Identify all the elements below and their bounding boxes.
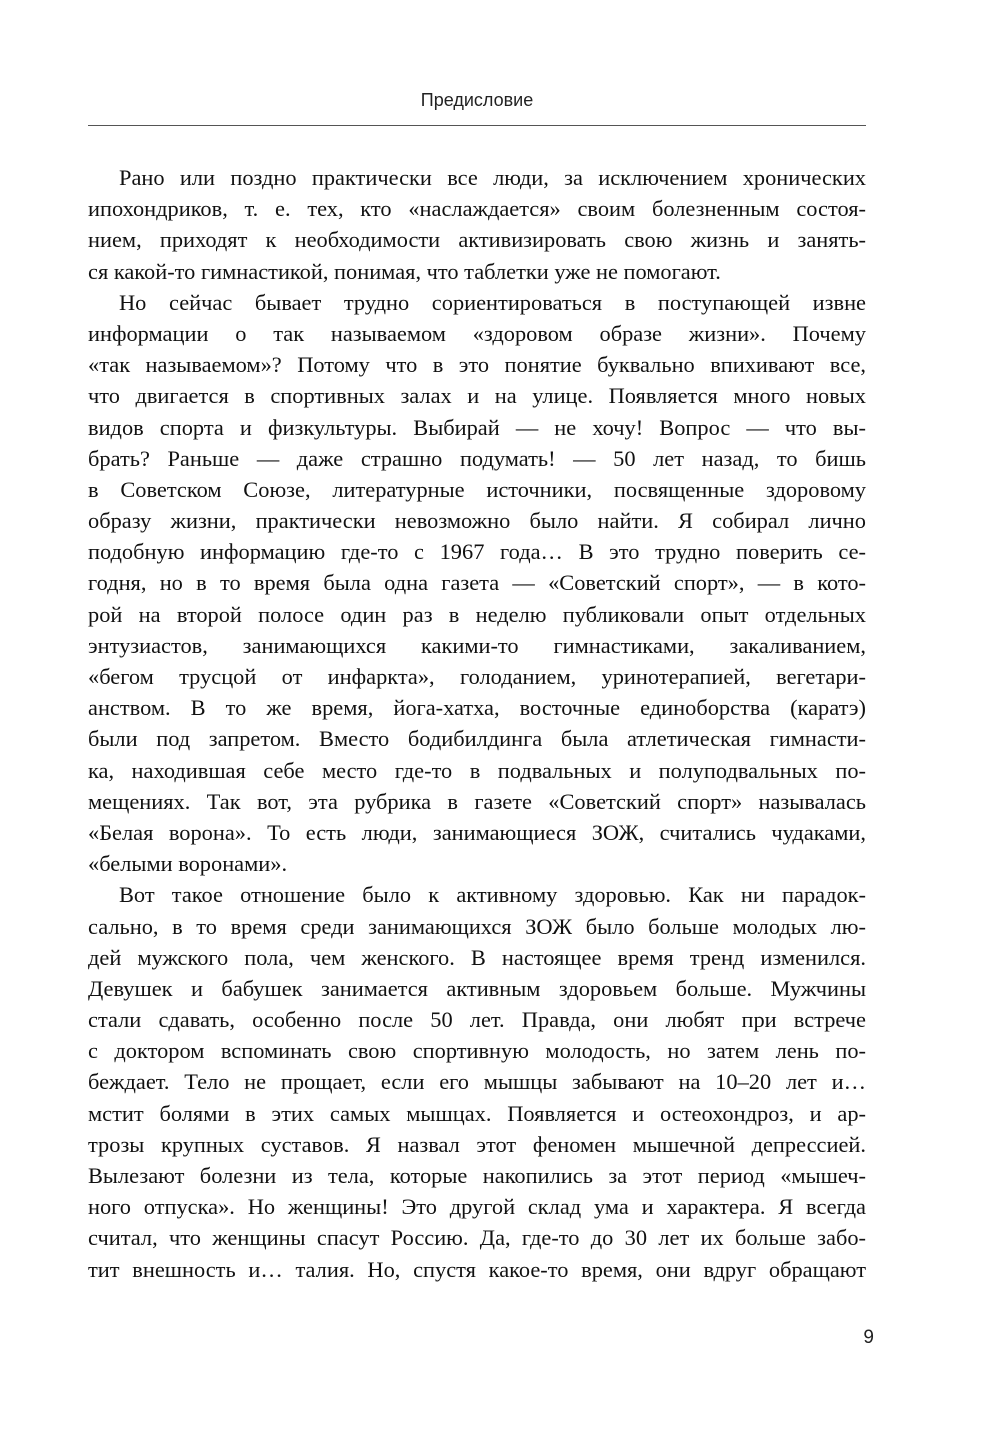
text-line: Рано или поздно практически все люди, за исключением хронических: [119, 165, 866, 190]
text-line: Вылезают болезни из тела, которые накопились за этот период «мышеч-: [88, 1163, 866, 1188]
text-line: образу жизни, практически невозможно было найти. Я собирал лично: [88, 508, 866, 534]
text-line: ного отпуска». Но женщины! Это другой склад ума и характера. Я всегда: [88, 1194, 866, 1220]
text-line: «белыми воронами».: [88, 851, 288, 877]
text-line: «Белая ворона». То есть люди, занимающиеся ЗОЖ, считались чудаками,: [88, 819, 866, 845]
text-line: беждает. Тело не прощает, если его мышцы забывают на 10–20 лет и…: [88, 1069, 866, 1095]
text-line: сально, в то время среди занимающихся ЗОЖ было больше молодых лю-: [88, 913, 866, 939]
text-line: мстит болями в этих самых мышцах. Появляется и остеохондроз, и ар-: [88, 1100, 866, 1126]
text-line: энтузиастов, занимающихся какими-то гимнастиками, закаливанием,: [88, 632, 866, 658]
text-line: Девушек и бабушек занимается активным здоровьем больше. Мужчины: [88, 975, 866, 1001]
text-line: ипохондриков, т. е. тех, кто «наслаждается» своим болезненным состоя-: [88, 196, 866, 222]
text-line: трозы крупных суставов. Я назвал этот феномен мышечной депрессией.: [88, 1131, 866, 1157]
text-line: с доктором вспоминать свою спортивную молодость, но затем лень по-: [88, 1038, 866, 1064]
text-line: стали сдавать, особенно после 50 лет. Правда, они любят при встрече: [88, 1007, 866, 1033]
text-line: были под запретом. Вместо бодибилдинга была атлетическая гимнасти-: [88, 726, 866, 752]
text-line: в Советском Союзе, литературные источники, посвященные здоровому: [88, 476, 866, 502]
header-rule: [88, 125, 866, 126]
text-line: дей мужского пола, чем женского. В настоящее время тренд изменился.: [88, 944, 866, 970]
body-text: [88, 162, 866, 1285]
text-line: тит внешность и… талия. Но, спустя какое-то время, они вдруг обращают: [88, 1256, 866, 1282]
text-line: подобную информацию где-то с 1967 года… В это трудно поверить се-: [88, 539, 866, 565]
text-line: Вот такое отношение было к активному здоровью. Как ни парадок-: [119, 882, 866, 908]
text-line: мещениях. Так вот, эта рубрика в газете «Советский спорт» называлась: [88, 788, 866, 814]
text-line: информации о так называемом «здоровом образе жизни». Почему: [88, 320, 866, 346]
text-line: «бегом трусцой от инфаркта», голоданием, уринотерапией, вегетари-: [88, 664, 866, 689]
running-header: Предисловие: [420, 90, 534, 110]
text-line: считал, что женщины спасут Россию. Да, где-то до 30 лет их больше забо-: [88, 1225, 866, 1251]
paragraph-1: [88, 162, 866, 287]
text-line: ся какой-то гимнастикой, понимая, что таблетки уже не помогают.: [88, 258, 721, 284]
paragraph-3: [88, 879, 866, 1284]
text-line: ка, находившая себе место где-то в подвальных и полуподвальных по-: [88, 757, 866, 783]
text-line: брать? Раньше — даже страшно подумать! — 50 лет назад, то бишь: [88, 445, 866, 471]
text-line: годня, но в то время была одна газета — «Советский спорт», — в кото-: [88, 570, 866, 596]
text-line: «так называемом»? Потому что в это понятие буквально впихивают все,: [88, 352, 866, 378]
page-number: 9: [863, 1327, 874, 1348]
paragraph-2: [88, 287, 866, 880]
text-line: что двигается в спортивных залах и на улице. Появляется много новых: [88, 383, 866, 409]
text-line: видов спорта и физкультуры. Выбирай — не хочу! Вопрос — что вы-: [88, 414, 866, 440]
text-line: анством. В то же время, йога-хатха, восточные единоборства (каратэ): [88, 695, 866, 721]
text-line: нием, приходят к необходимости активизировать свою жизнь и занять-: [88, 227, 866, 253]
text-line: Но сейчас бывает трудно сориентироваться в поступающей извне: [119, 289, 866, 315]
text-line: рой на второй полосе один раз в неделю публиковали опыт отдельных: [88, 601, 866, 627]
